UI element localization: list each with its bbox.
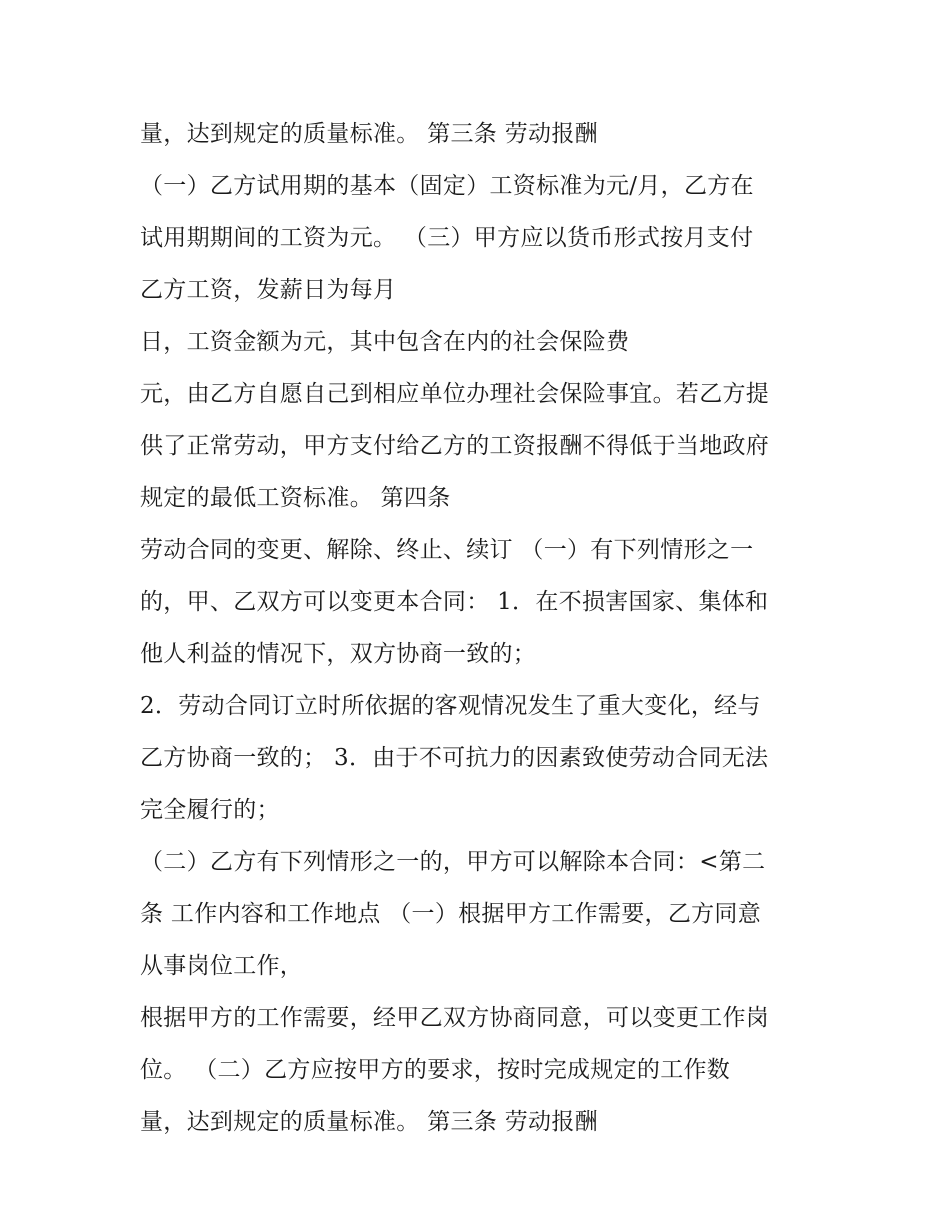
text-line: 完全履行的； [140,797,280,823]
text-line: 位。 （二）乙方应按甲方的要求，按时完成规定的工作数 [140,1057,731,1083]
text-line: 供了正常劳动，甲方支付给乙方的工资报酬不得低于当地政府 [140,433,770,459]
text-line: 劳动合同的变更、解除、终止、续订 （一）有下列情形之一 [140,537,754,563]
text-line: 2．劳动合同订立时所依据的客观情况发生了重大变化，经与 [140,693,761,719]
text-line: 乙方工资，发薪日为每月 [140,277,397,303]
text-line: （二）乙方有下列情形之一的，甲方可以解除本合同：<第二 [140,849,766,875]
text-line: 量，达到规定的质量标准。 第三条 劳动报酬 [140,1109,598,1135]
text-line: 条 工作内容和工作地点 （一）根据甲方工作需要，乙方同意 [140,901,762,927]
text-line: （一）乙方试用期的基本（固定）工资标准为元/月，乙方在 [140,173,754,199]
text-line: 规定的最低工资标准。 第四条 [140,485,451,511]
text-line: 日，工资金额为元，其中包含在内的社会保险费 [140,329,630,355]
text-line: 他人利益的情况下，双方协商一致的； [140,641,537,667]
text-line: 根据甲方的工作需要，经甲乙双方协商同意，可以变更工作岗 [140,1005,770,1031]
text-line: 的，甲、乙双方可以变更本合同： 1．在不损害国家、集体和 [140,589,769,615]
text-line: 试用期期间的工资为元。 （三）甲方应以货币形式按月支付 [140,225,754,251]
text-line: 从事岗位工作， [140,953,304,979]
text-line: 元，由乙方自愿自己到相应单位办理社会保险事宜。若乙方提 [140,381,770,407]
text-line: 量，达到规定的质量标准。 第三条 劳动报酬 [140,121,598,147]
text-line: 乙方协商一致的； 3．由于不可抗力的因素致使劳动合同无法 [140,745,769,771]
document-body [140,108,820,1148]
